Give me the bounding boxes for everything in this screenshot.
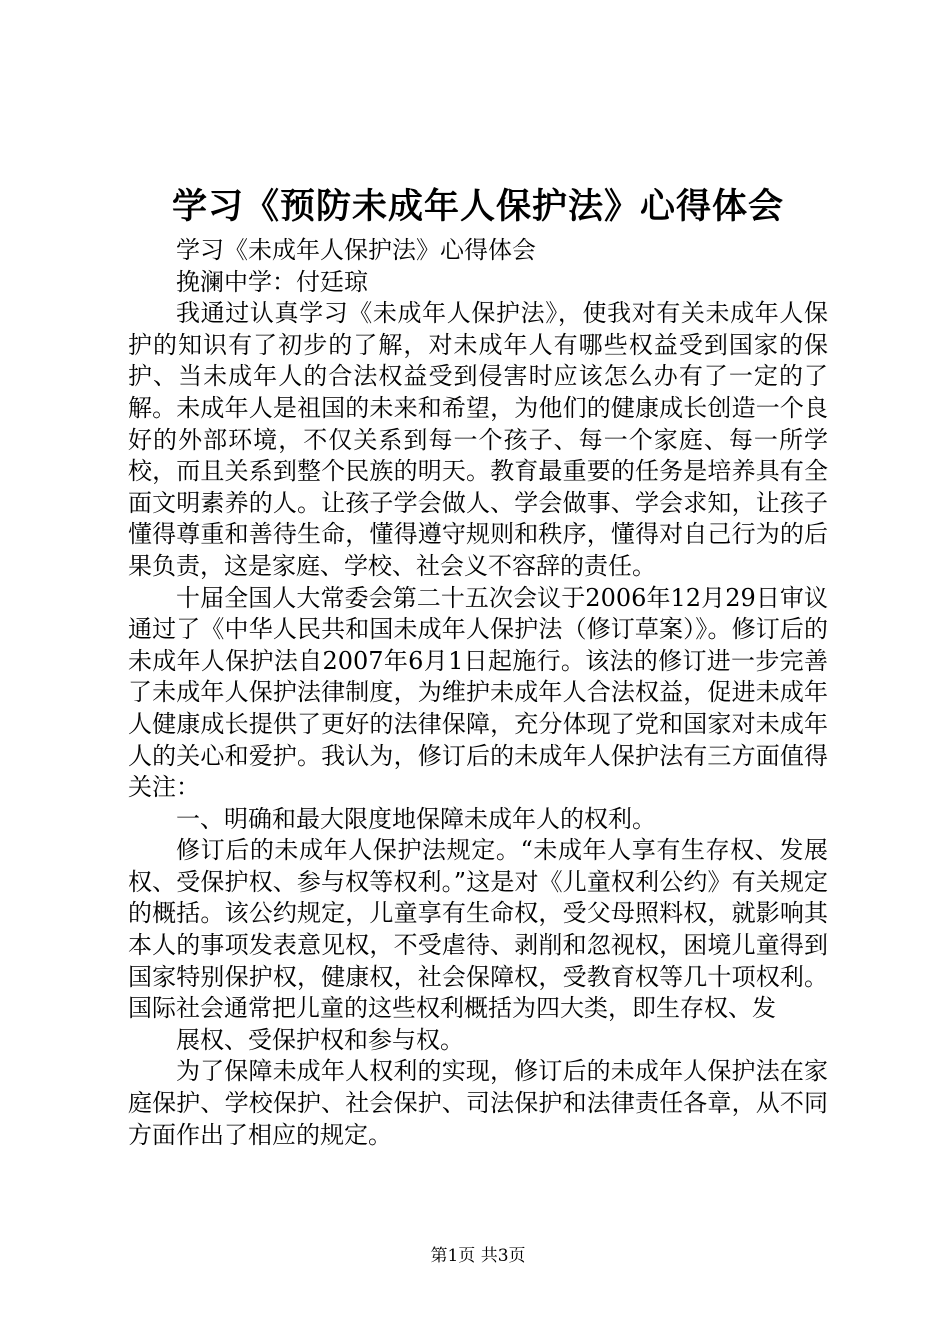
section-heading: 一、明确和最大限度地保障未成年人的权利。 xyxy=(176,804,656,833)
subtitle: 学习《未成年人保护法》心得体会 xyxy=(176,236,536,264)
page-number-footer: 第1页 共3页 xyxy=(430,1246,526,1266)
author-line: 挽澜中学：付廷琼 xyxy=(176,267,368,296)
paragraph: 为了保障未成年人权利的实现，修订后的未成年人保护法在家庭保护、学校保护、社会保护、司法保护和法律责任各章，从不同方面作出了相应的规定。 xyxy=(128,1057,828,1149)
document-title: 学习《预防未成年人保护法》心得体会 xyxy=(171,186,784,227)
document-body xyxy=(128,235,828,1151)
paragraph: 修订后的未成年人保护法规定。“未成年人享有生存权、发展权、受保护权、参与权等权利。”这是对《儿童权利公约》有关规定的概括。该公约规定，儿童享有生命权，受父母照料权，就影响其本人的事项发表意见权，不受虐待、剥削和忽视权，困境儿童得到国家特别保护权，健康权，社会保障权，受教育权等几十项权利。国际社会通常把儿童的这些权利概括为四大类，即生存权、发 xyxy=(128,836,828,1023)
paragraph: 十届全国人大常委会第二十五次会议于2006年12月29日审议通过了《中华人民共和国未成年人保护法（修订草案）》。修订后的未成年人保护法自2007年6月1日起施行。该法的修订进一步完善了未成年人保护法律制度，为维护未成年人合法权益，促进未成年人健康成长提供了更好的法律保障，充分体现了党和国家对未成年人的关心和爱护。我认为，修订后的未成年人保护法有三方面值得关注： xyxy=(128,583,828,802)
document-page xyxy=(128,0,828,1344)
paragraph: 展权、受保护权和参与权。 xyxy=(176,1025,464,1054)
paragraph: 我通过认真学习《未成年人保护法》，使我对有关未成年人保护的知识有了初步的了解，对未成年人有哪些权益受到国家的保护、当未成年人的合法权益受到侵害时应该怎么办有了一定的了解。未成年人是祖国的未来和希望，为他们的健康成长创造一个良好的外部环境，不仅关系到每一个孩子、每一个家庭、每一所学校，而且关系到整个民族的明天。教育最重要的任务是培养具有全面文明素养的人。让孩子学会做人、学会做事、学会求知，让孩子懂得尊重和善待生命，懂得遵守规则和秩序，懂得对自己行为的后果负责，这是家庭、学校、社会义不容辞的责任。 xyxy=(128,299,828,580)
